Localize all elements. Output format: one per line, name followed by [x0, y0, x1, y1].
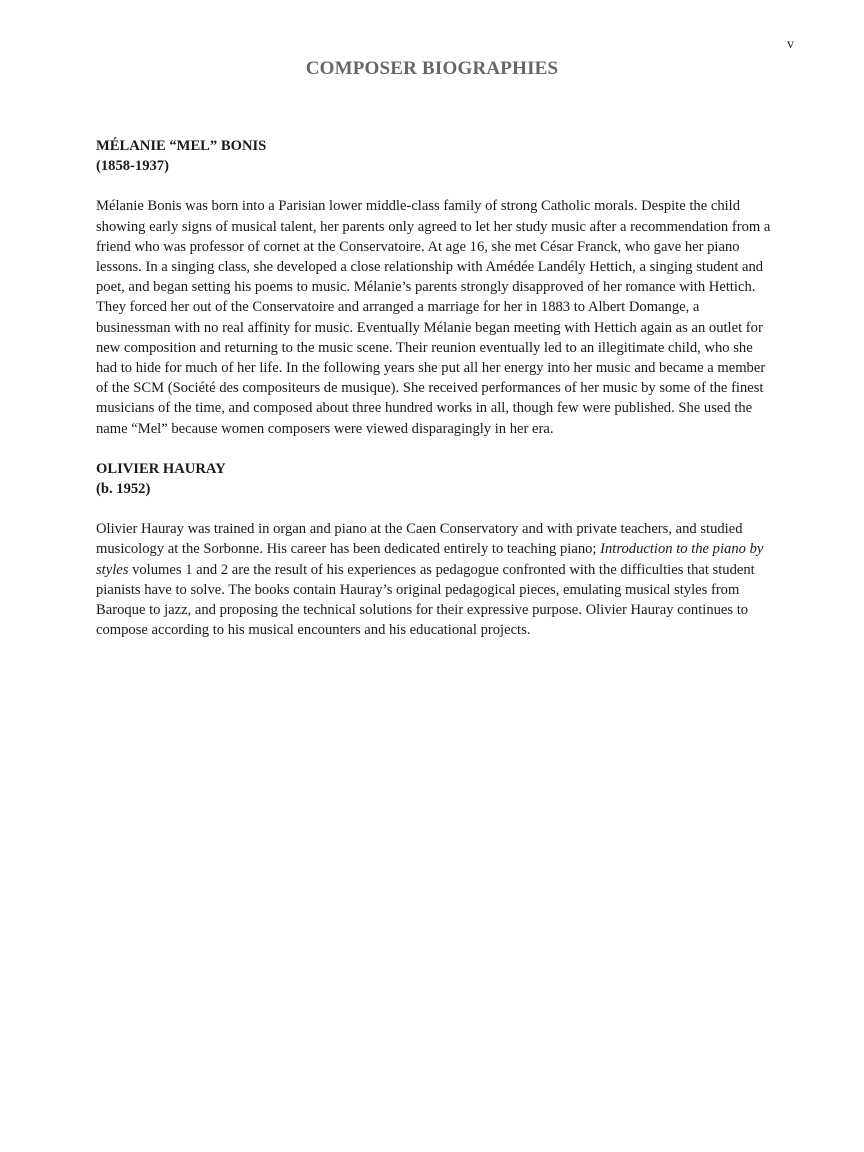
bio-dates: (1858-1937) [96, 158, 169, 175]
bio-name: MÉLANIE “MEL” BONIS [96, 138, 267, 154]
page-number: v [787, 37, 794, 52]
bio-text-part: volumes 1 and 2 are the result of his experiences as pedagogue confronted with the difficulties that student pianists have to solve. The books contain Hauray’s original pedagogical pieces, emulating musical styles from Baroque to jazz, and proposing the technical solutions for their expressive purpose. Olivier Hauray continues to compose according to his musical encounters and his educational projects. [96, 561, 755, 639]
bio-dates: (b. 1952) [96, 481, 151, 498]
biographies [96, 136, 772, 660]
book-title: Introduction to the piano by styles [96, 541, 764, 578]
bio-hauray [96, 459, 772, 641]
page-title: COMPOSER BIOGRAPHIES [305, 58, 559, 79]
bio-text [96, 519, 772, 640]
bio-bonis [96, 136, 772, 439]
bio-text-part: Olivier Hauray was trained in organ and piano at the Caen Conservatory and with private teachers, and studied musicology at the Sorbonne. His career has been dedicated entirely to teaching piano; [96, 521, 743, 558]
bio-text: Mélanie Bonis was born into a Parisian lower middle-class family of strong Catholic morals. Despite the child showing early signs of musical talent, her parents only agreed to let her study music after a recommendation from a friend who was professor of cornet at the Conservatoire. At age 16, she met César Franck, who gave her piano lessons. In a singing class, she developed a close relationship with Amédée Landély Hettich, a singing student and poet, and began setting his poems to music. Mélanie’s parents strongly disapproved of her romance with Hettich. They forced her out of the Conservatoire and arranged a marriage for her in 1883 to Albert Domange, a businessman with no real affinity for music. Eventually Mélanie began meeting with Hettich again as an outlet for new composition and returning to the music scene. Their reunion eventually led to an illegitimate child, who she had to hide for much of her life. In the following years she put all her energy into her music and became a member of the SCM (Société des compositeurs de musique). She received performances of her music by some of the finest musicians of the time, and composed about three hundred works in all, though few were published. She used the name “Mel” because women composers were viewed disparagingly in her era. [96, 198, 771, 437]
bio-name: OLIVIER HAURAY [96, 460, 226, 477]
